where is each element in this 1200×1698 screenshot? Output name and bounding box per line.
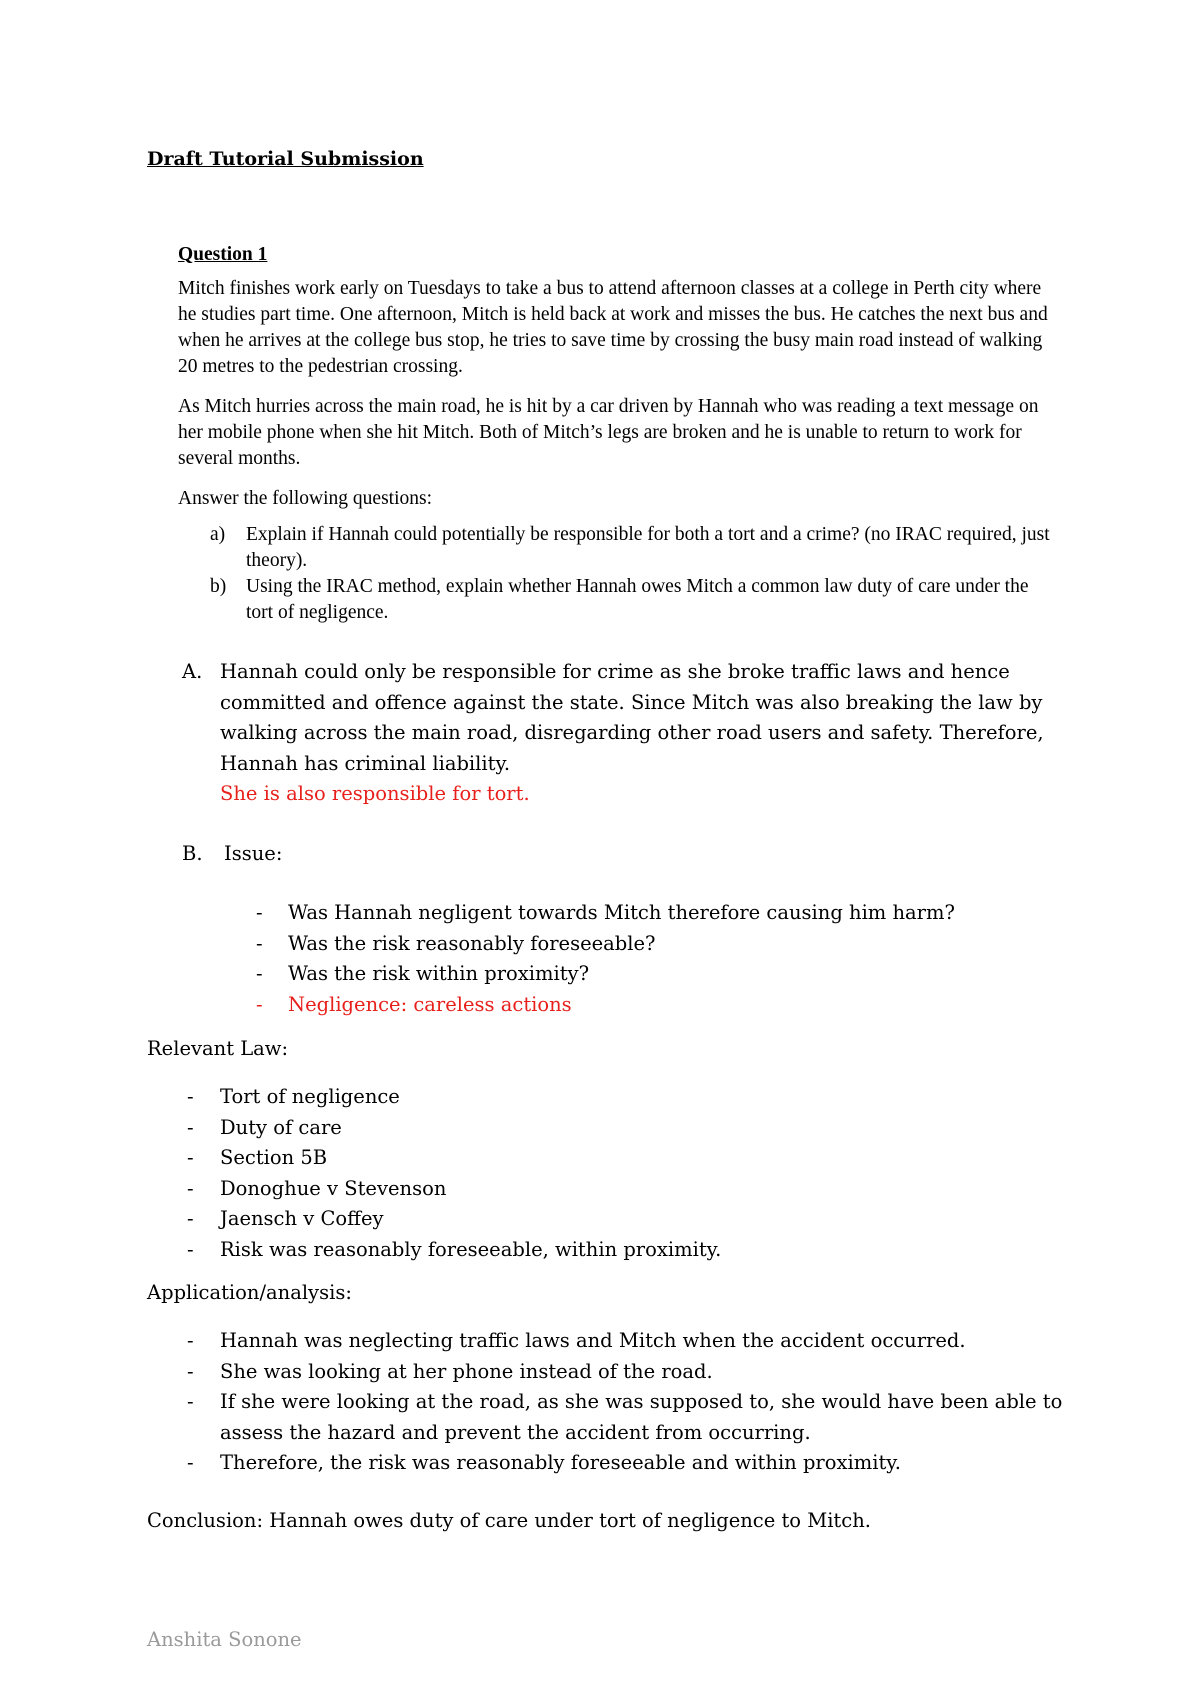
question-item-text: Explain if Hannah could potentially be responsible for both a tort and a crime? (no IRAC required, just theory).	[246, 524, 1050, 571]
relevant-law-list	[187, 1082, 721, 1265]
question-item-b	[178, 574, 1058, 626]
relevant-law-heading: Relevant Law:	[147, 1037, 289, 1060]
list-item: - Donoghue v Stevenson	[187, 1174, 721, 1205]
list-item: - Was Hannah negligent towards Mitch therefore causing him harm?	[256, 898, 955, 929]
document-title: Draft Tutorial Submission	[147, 148, 424, 170]
list-item: - Therefore, the risk was reasonably foreseeable and within proximity.	[187, 1448, 1067, 1479]
footer-author: Anshita Sonone	[147, 1628, 302, 1651]
answer-a-text: Hannah could only be responsible for crime as she broke traffic laws and hence committed and offence against the state. Since Mitch was also breaking the law by walking across the main road, disregarding other road users and safety. Therefore, Hannah has criminal liability.	[220, 660, 1044, 775]
question-paragraph-2: As Mitch hurries across the main road, he is hit by a car driven by Hannah who was reading a text message on her mobile phone when she hit Mitch. Both of Mitch’s legs are broken and he is unable to return to work for several months.	[178, 396, 1039, 469]
application-list	[187, 1326, 1067, 1479]
issue-list	[256, 898, 955, 1020]
list-item: - Duty of care	[187, 1113, 721, 1144]
question-prompt: Answer the following questions:	[178, 488, 433, 509]
issue-label: Issue:	[224, 842, 283, 865]
list-item: - Tort of negligence	[187, 1082, 721, 1113]
list-item: - If she were looking at the road, as she was supposed to, she would have been able to assess the hazard and prevent the accident from occurring.	[187, 1387, 1067, 1448]
list-item: - Was the risk within proximity?	[256, 959, 955, 990]
list-item: - Section 5B	[187, 1143, 721, 1174]
answer-a-label: A.	[182, 660, 203, 683]
question-item-text: Using the IRAC method, explain whether Hannah owes Mitch a common law duty of care under the tort of negligence.	[246, 576, 1029, 623]
question-paragraph-1: Mitch finishes work early on Tuesdays to take a bus to attend afternoon classes at a college in Perth city where he studies part time. One afternoon, Mitch is held back at work and misses the bus. He catches the next bus and when he arrives at the college bus stop, he tries to save time by crossing the busy main road instead of walking 20 metres to the pedestrian crossing.	[178, 278, 1048, 377]
question-items	[178, 522, 1058, 626]
issue-correction: - Negligence: careless actions	[256, 990, 955, 1021]
question-item-label: a)	[210, 524, 226, 545]
list-item: - Was the risk reasonably foreseeable?	[256, 929, 955, 960]
answer-b-label: B.	[182, 842, 203, 865]
list-item: - She was looking at her phone instead of the road.	[187, 1357, 1067, 1388]
question-item-a	[178, 522, 1058, 574]
answer-a	[182, 657, 1062, 810]
question-image-block	[178, 242, 1058, 626]
answer-a-correction: She is also responsible for tort.	[220, 782, 530, 805]
list-item: - Risk was reasonably foreseeable, within proximity.	[187, 1235, 721, 1266]
conclusion: Conclusion: Hannah owes duty of care under tort of negligence to Mitch.	[147, 1509, 871, 1532]
answer-b-issue-heading	[182, 839, 282, 870]
application-heading: Application/analysis:	[147, 1281, 352, 1304]
question-heading: Question 1	[178, 244, 268, 265]
list-item: - Jaensch v Coffey	[187, 1204, 721, 1235]
list-item: - Hannah was neglecting traffic laws and Mitch when the accident occurred.	[187, 1326, 1067, 1357]
question-item-label: b)	[210, 576, 227, 597]
